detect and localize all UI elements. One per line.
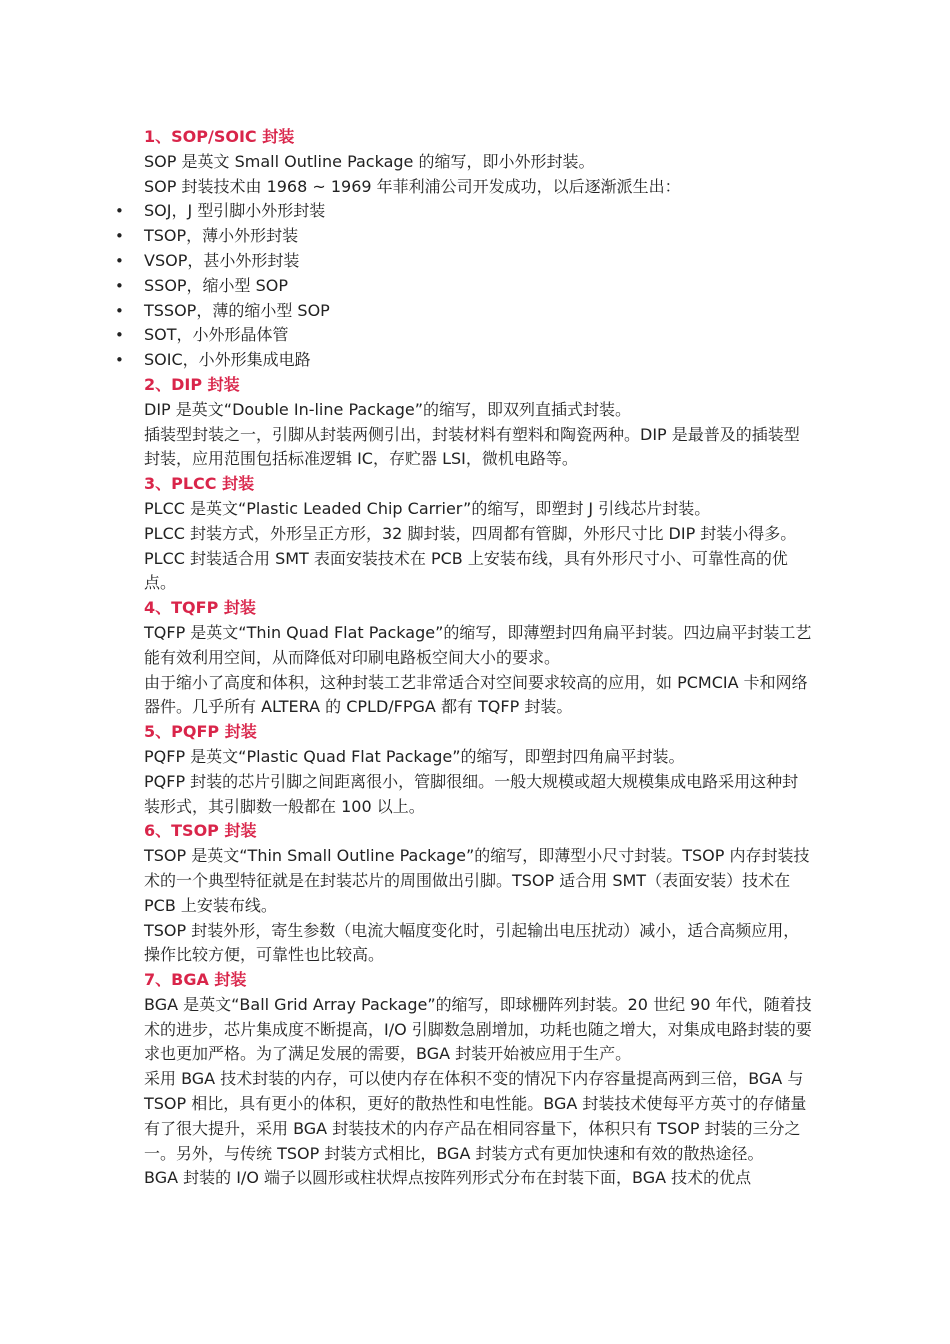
list-item-text: VSOP，甚小外形封装 [144,250,300,270]
paragraph: TSOP 是英文“Thin Small Outline Package”的缩写，即薄型小尺寸封装。TSOP 内存封装技术的一个典型特征就是在封装芯片的周围做出引脚。TSOP 适合用 SMT（表面安装）技术在 PCB 上安装布线。 [144,846,810,915]
list-item-text: TSOP，薄小外形封装 [144,226,299,246]
sop-variant-list [115,199,812,373]
section-heading-pqfp: 5、PQFP 封装 [144,722,257,742]
list-item [115,224,812,249]
list-item [115,274,812,299]
bullet-icon: • [115,351,124,370]
paragraph: BGA 封装的 I/O 端子以圆形或柱状焊点按阵列形式分布在封装下面，BGA 技术的优点 [144,1168,752,1188]
paragraph: PLCC 是英文“Plastic Leaded Chip Carrier”的缩写，即塑封 J 引线芯片封装。 [144,498,711,518]
paragraph: PLCC 封装方式，外形呈正方形，32 脚封装，四周都有管脚，外形尺寸比 DIP 封装小得多。PLCC 封装适合用 SMT 表面安装技术在 PCB 上安装布线，具有外形尺寸小、可靠性高的优点。 [144,523,797,593]
list-item-text: SOT，小外形晶体管 [144,325,289,345]
list-item-text: SOIC，小外形集成电路 [144,350,311,370]
paragraph: SOP 封装技术由 1968 ~ 1969 年菲利浦公司开发成功，以后逐渐派生出： [144,176,681,196]
paragraph: 由于缩小了高度和体积，这种封装工艺非常适合对空间要求较高的应用，如 PCMCIA 卡和网络器件。几乎所有 ALTERA 的 CPLD/FPGA 都有 TQFP 封装。 [144,672,808,717]
list-item [115,249,812,274]
section-heading-bga: 7、BGA 封装 [144,970,247,990]
document-content [115,125,812,1191]
paragraph: SOP 是英文 Small Outline Package 的缩写，即小外形封装。 [144,151,595,171]
paragraph: TQFP 是英文“Thin Quad Flat Package”的缩写，即薄塑封四角扁平封装。四边扁平封装工艺能有效利用空间，从而降低对印刷电路板空间大小的要求。 [144,622,812,667]
paragraph: BGA 是英文“Ball Grid Array Package”的缩写，即球栅阵列封装。20 世纪 90 年代，随着技术的进步，芯片集成度不断提高，I/O 引脚数急剧增加，功耗也随之增大，对集成电路封装的要求也更加严格。为了满足发展的需要，BGA 封装开始被应用于生产。 [144,994,812,1064]
list-item [115,199,812,224]
bullet-icon: • [115,276,124,295]
paragraph: PQFP 是英文“Plastic Quad Flat Package”的缩写，即塑封四角扁平封装。 [144,746,685,766]
section-heading-sop: 1、SOP/SOIC 封装 [144,127,295,146]
list-item [115,299,812,324]
paragraph: PQFP 封装的芯片引脚之间距离很小，管脚很细。一般大规模或超大规模集成电路采用这种封装形式，其引脚数一般都在 100 以上。 [144,771,799,816]
paragraph: DIP 是英文“Double In-line Package”的缩写，即双列直插式封装。 [144,399,632,419]
list-item-text: SOJ，J 型引脚小外形封装 [144,201,326,221]
paragraph: 采用 BGA 技术封装的内存，可以使内存在体积不变的情况下内存容量提高两到三倍，BGA 与 TSOP 相比，具有更小的体积，更好的散热性和电性能。BGA 封装技术使每平方英寸的存储量有了很大提升，采用 BGA 封装技术的内存产品在相同容量下，体积只有 TSOP 封装的三分之一。另外，与传统 TSOP 封装方式相比，BGA 封装方式有更加快速和有效的散热途径。 [144,1069,807,1163]
bullet-icon: • [115,227,124,246]
list-item-text: TSSOP，薄的缩小型 SOP [144,300,330,320]
section-heading-dip: 2、DIP 封装 [144,374,240,394]
section-heading-tqfp: 4、TQFP 封装 [144,598,256,618]
paragraph: 插装型封装之一，引脚从封装两侧引出，封装材料有塑料和陶瓷两种。DIP 是最普及的插装型封装，应用范围包括标准逻辑 IC，存贮器 LSI，微机电路等。 [144,424,800,469]
list-item-text: SSOP，缩小型 SOP [144,275,289,295]
bullet-icon: • [115,251,124,270]
section-heading-tsop: 6、TSOP 封装 [144,821,257,841]
section-heading-plcc: 3、PLCC 封装 [144,474,255,494]
paragraph: TSOP 封装外形，寄生参数（电流大幅度变化时，引起输出电压扰动）减小，适合高频应用，操作比较方便，可靠性也比较高。 [144,920,800,965]
bullet-icon: • [115,326,124,345]
list-item [115,348,812,373]
list-item [115,323,812,348]
bullet-icon: • [115,301,124,320]
bullet-icon: • [115,202,124,221]
